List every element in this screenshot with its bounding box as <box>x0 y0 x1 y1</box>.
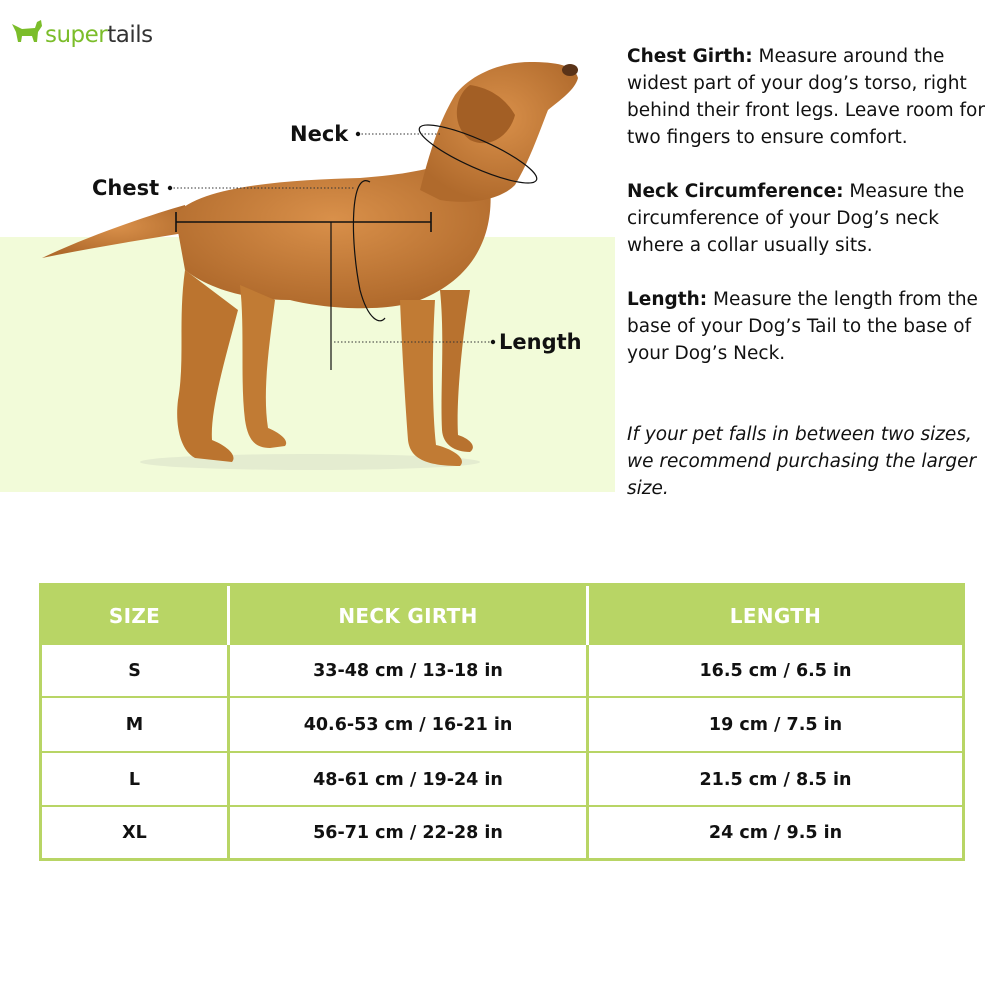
size-chart-table <box>39 583 965 861</box>
cell-size: XL <box>122 822 147 843</box>
chest-callout: Chest <box>92 176 160 200</box>
cell-neck-girth: 48-61 cm / 19-24 in <box>313 769 503 790</box>
chest-instruction <box>627 43 989 151</box>
logo-text-tails: tails <box>107 22 153 48</box>
measurement-instructions <box>627 43 989 529</box>
cell-neck-girth: 40.6-53 cm / 16-21 in <box>303 714 513 735</box>
neck-instruction-text: Measure the circumference of your Dog’s neck where a collar usually sits. <box>627 181 965 256</box>
neck-instruction <box>627 178 989 259</box>
length-instruction-title: Length: <box>627 289 708 310</box>
chest-instruction-text: Measure around the widest part of your dog’s torso, right behind their front legs. Leave room for two fingers to ensure comfort. <box>627 46 985 148</box>
header-size: SIZE <box>108 603 161 628</box>
header-neck-girth: NECK GIRTH <box>338 603 478 628</box>
cell-size: M <box>125 714 144 735</box>
neck-callout: Neck <box>290 122 349 146</box>
cell-size: S <box>128 661 141 681</box>
cell-size: L <box>128 769 141 790</box>
length-callout: Length <box>499 330 582 354</box>
size-recommendation-note: If your pet falls in between two sizes, we recommend purchasing the larger size. <box>627 424 977 499</box>
cell-length: 21.5 cm / 8.5 in <box>699 769 852 790</box>
cell-length: 19 cm / 7.5 in <box>708 714 843 735</box>
length-instruction <box>627 286 989 367</box>
dog-illustration <box>0 0 615 500</box>
logo-text-super: super <box>45 22 108 48</box>
cell-length: 16.5 cm / 6.5 in <box>699 661 852 681</box>
chest-instruction-title: Chest Girth: <box>627 46 753 67</box>
cell-length: 24 cm / 9.5 in <box>708 822 843 843</box>
cell-neck-girth: 33-48 cm / 13-18 in <box>313 661 503 681</box>
neck-instruction-title: Neck Circumference: <box>627 181 844 202</box>
cell-neck-girth: 56-71 cm / 22-28 in <box>313 822 503 843</box>
header-length: LENGTH <box>729 603 822 628</box>
length-instruction-text: Measure the length from the base of your Dog’s Tail to the base of your Dog’s Neck. <box>627 289 978 364</box>
